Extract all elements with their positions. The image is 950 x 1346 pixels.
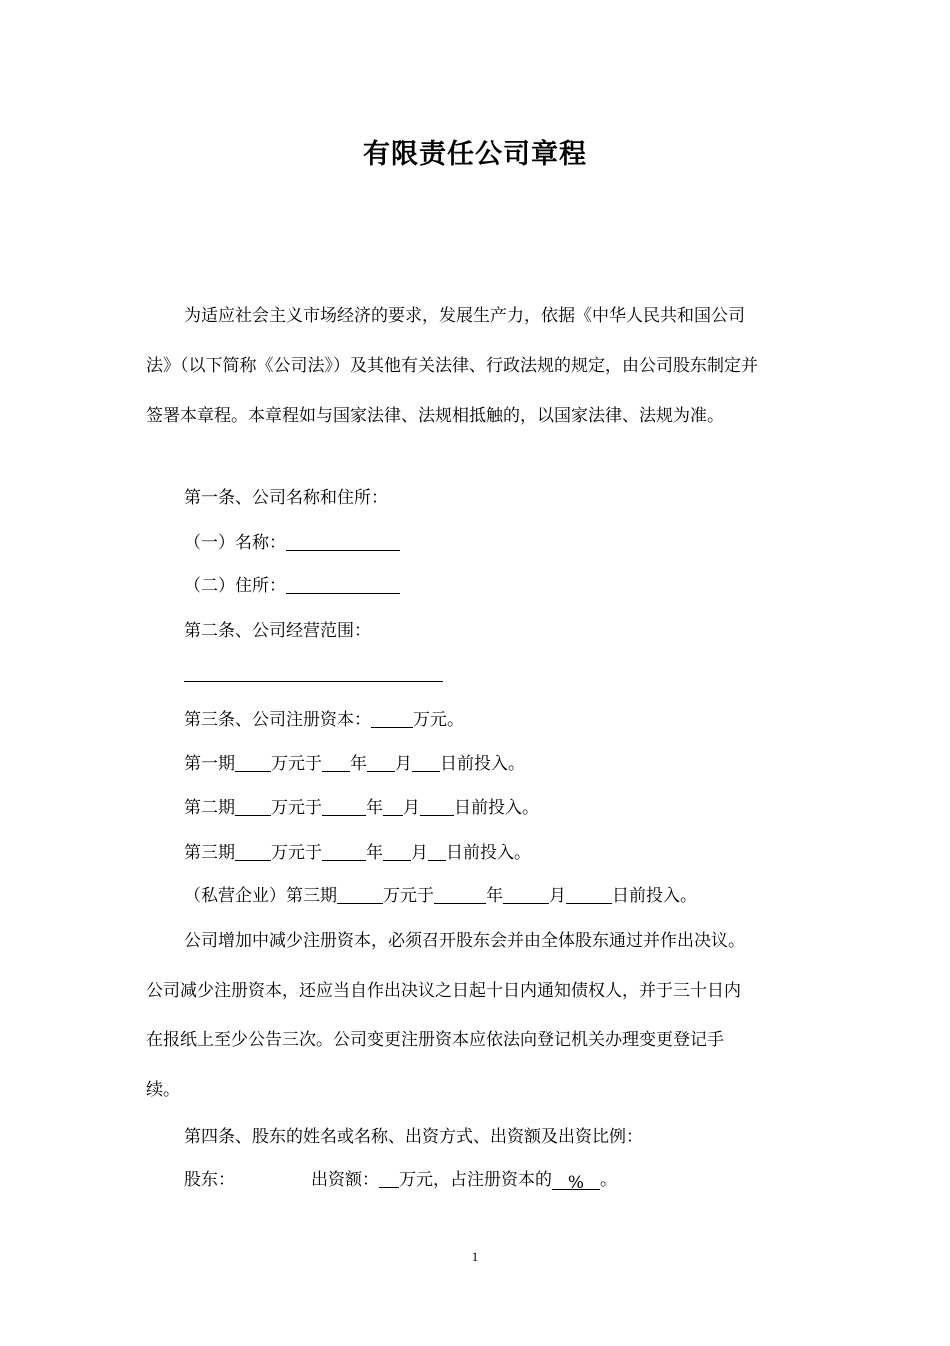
contribution-amount-blank[interactable] (379, 1169, 399, 1188)
contribution-amount-unit: 万元，占注册资本的 (399, 1170, 552, 1190)
phase-3-amount-blank[interactable] (235, 842, 271, 861)
phase-3-wan: 万元于 (271, 843, 322, 863)
company-address-row (184, 574, 400, 598)
article-4-heading: 第四条、股东的姓名或名称、出资方式、出资额及出资比例： (184, 1127, 643, 1147)
phase-2-month: 月 (403, 798, 420, 818)
phase-2-year-blank[interactable] (322, 797, 366, 816)
business-scope-blank[interactable] (184, 663, 443, 682)
phase-private-month-blank[interactable] (503, 885, 549, 904)
shareholder-label: 股东： (184, 1170, 235, 1190)
phase-2-day-blank[interactable] (420, 797, 454, 816)
phase-3-year-blank[interactable] (322, 842, 366, 861)
phase-3-month: 月 (411, 843, 428, 863)
capital-change-line-2: 公司减少注册资本，还应当自作出决议之日起十日内通知债权人，并于三十日内 (146, 981, 741, 1001)
phase-1-month-blank[interactable] (367, 753, 395, 772)
company-name-label: （一）名称： (184, 533, 286, 553)
capital-change-line-3: 在报纸上至少公告三次。公司变更注册资本应依法向登记机关办理变更登记手 (146, 1030, 724, 1050)
company-name-blank[interactable] (286, 532, 400, 551)
phase-1-month: 月 (395, 754, 412, 774)
shareholder-row (184, 1168, 617, 1192)
article-3-heading: 第三条、公司注册资本： (184, 710, 371, 730)
registered-capital-blank[interactable] (371, 709, 413, 728)
phase-private-row (184, 884, 697, 908)
contribution-amount-label: 出资额： (311, 1170, 379, 1190)
percent-sign: % (567, 1173, 585, 1193)
company-name-row (184, 531, 400, 555)
preamble-line-3: 签署本章程。本章程如与国家法律、法规相抵触的，以国家法律、法规为准。 (146, 406, 724, 426)
capital-change-line-4: 续。 (146, 1080, 180, 1100)
company-address-blank[interactable] (286, 575, 400, 594)
phase-1-row (184, 752, 525, 776)
article-1-heading: 第一条、公司名称和住所： (184, 488, 388, 508)
phase-1-label: 第一期 (184, 754, 235, 774)
phase-private-month: 月 (549, 886, 566, 906)
article-3-heading-row (184, 708, 464, 732)
phase-private-year-blank[interactable] (434, 885, 486, 904)
preamble-line-2: 法》（以下简称《公司法》）及其他有关法律、行政法规的规定，由公司股东制定并 (146, 356, 758, 376)
phase-private-year: 年 (486, 886, 503, 906)
article-2-heading: 第二条、公司经营范围： (184, 621, 371, 641)
phase-2-wan: 万元于 (271, 798, 322, 818)
phase-private-wan: 万元于 (383, 886, 434, 906)
document-title: 有限责任公司章程 (363, 139, 587, 170)
page-number: 1 (471, 1249, 479, 1264)
phase-3-month-blank[interactable] (383, 842, 411, 861)
phase-3-day-blank[interactable] (428, 842, 446, 861)
phase-private-day-blank[interactable] (566, 885, 612, 904)
phase-2-day: 日前投入。 (454, 798, 539, 818)
phase-3-year: 年 (366, 843, 383, 863)
phase-private-amount-blank[interactable] (337, 885, 383, 904)
phase-3-row (184, 841, 531, 865)
capital-change-line-1: 公司增加中减少注册资本，必须召开股东会并由全体股东通过并作出决议。 (184, 931, 745, 951)
phase-1-year-blank[interactable] (322, 753, 350, 772)
phase-1-day: 日前投入。 (440, 754, 525, 774)
phase-1-wan: 万元于 (271, 754, 322, 774)
phase-private-label: （私营企业）第三期 (184, 886, 337, 906)
contribution-percent-blank[interactable] (552, 1171, 600, 1193)
phase-2-month-blank[interactable] (383, 797, 403, 816)
registered-capital-unit: 万元。 (413, 710, 464, 730)
phase-3-day: 日前投入。 (446, 843, 531, 863)
phase-2-year: 年 (366, 798, 383, 818)
sentence-end: 。 (600, 1170, 617, 1190)
phase-2-label: 第二期 (184, 798, 235, 818)
phase-2-amount-blank[interactable] (235, 797, 271, 816)
phase-3-label: 第三期 (184, 843, 235, 863)
preamble-line-1: 为适应社会主义市场经济的要求，发展生产力，依据《中华人民共和国公司 (184, 306, 745, 326)
phase-1-amount-blank[interactable] (235, 753, 271, 772)
business-scope-row (184, 662, 443, 686)
phase-private-day: 日前投入。 (612, 886, 697, 906)
phase-1-year: 年 (350, 754, 367, 774)
phase-2-row (184, 796, 539, 820)
phase-1-day-blank[interactable] (412, 753, 440, 772)
company-address-label: （二）住所： (184, 576, 286, 596)
